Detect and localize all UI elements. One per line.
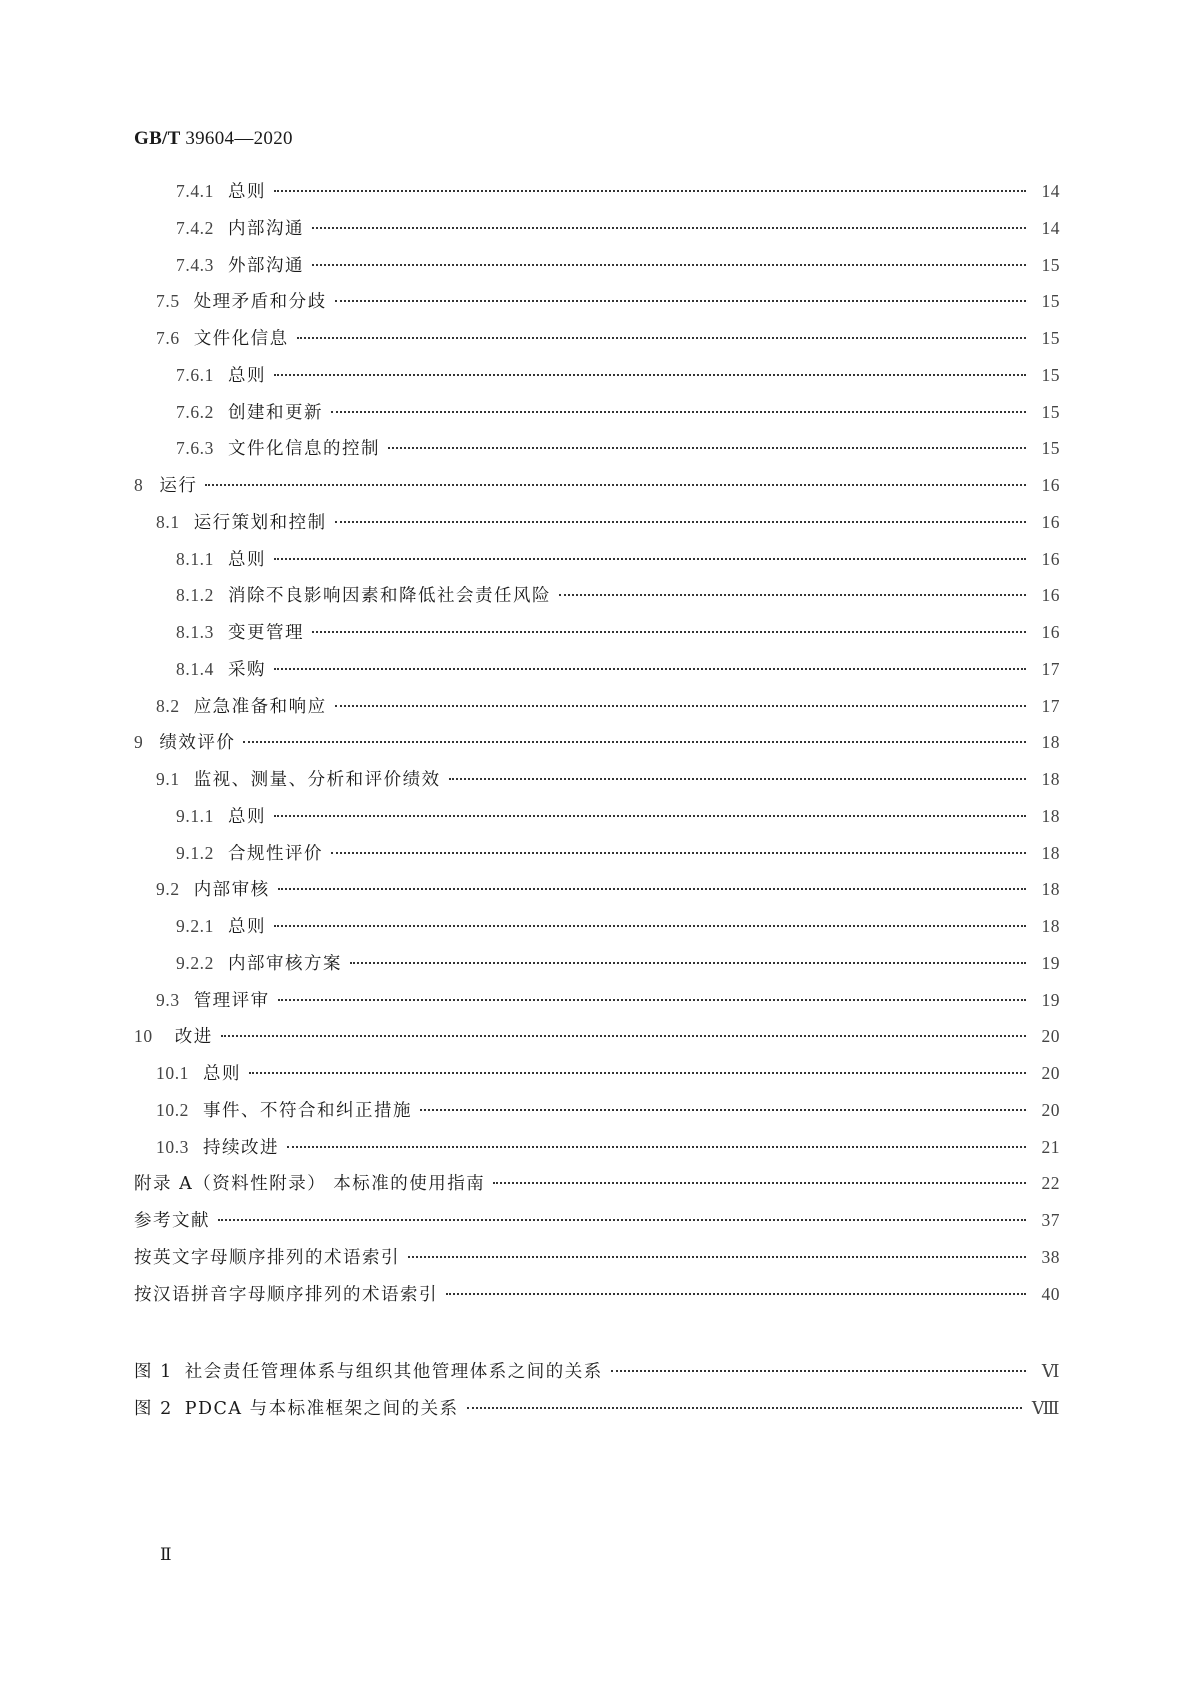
dot-leader: [249, 1072, 1026, 1074]
dot-leader: [493, 1182, 1026, 1184]
toc-entry[interactable]: [134, 619, 1060, 656]
toc-entry-title: 总则: [228, 182, 266, 202]
dot-leader: [274, 558, 1026, 560]
figure-entry[interactable]: [134, 1395, 1060, 1432]
toc-entry-page: 17: [1041, 658, 1060, 679]
toc-entry-title: 变更管理: [228, 623, 304, 643]
toc-entry-title: 处理矛盾和分歧: [193, 292, 327, 313]
toc-entry-page: 38: [1041, 1246, 1060, 1267]
dot-leader: [312, 631, 1026, 633]
dot-leader: [218, 1219, 1026, 1221]
toc-entry-number: 7.5: [156, 291, 180, 312]
page-number: Ⅱ: [160, 1545, 173, 1564]
toc-entry-title: 创建和更新: [228, 402, 323, 423]
dot-leader: [312, 264, 1026, 266]
toc-entry[interactable]: [134, 693, 1060, 730]
toc-entry[interactable]: [134, 1281, 1060, 1318]
figure-label: 图 2: [134, 1398, 173, 1419]
figure-title: PDCA 与本标准框架之间的关系: [184, 1398, 459, 1419]
toc-entry-number: 7.4.3: [176, 254, 214, 275]
dot-leader: [408, 1256, 1026, 1258]
dot-leader: [205, 484, 1026, 486]
dot-leader: [312, 227, 1026, 229]
toc-entry-number: 7.6.1: [176, 364, 214, 385]
toc-entry-page: 18: [1041, 842, 1060, 863]
dot-leader: [335, 521, 1026, 523]
toc-entry-page: 19: [1041, 989, 1060, 1010]
toc-entry-page: 15: [1041, 328, 1060, 348]
toc-entry[interactable]: [134, 178, 1060, 215]
dot-leader: [331, 411, 1026, 413]
toc-entry-title: 采购: [228, 659, 266, 680]
toc-entry-title: 按英文字母顺序排列的术语索引: [134, 1247, 400, 1268]
toc-entry[interactable]: [134, 1170, 1060, 1207]
toc-entry-number: 7.6.2: [176, 401, 214, 422]
toc-entry-title: 运行: [159, 476, 198, 496]
toc-entry[interactable]: [134, 399, 1060, 436]
toc-entry-title: 内部沟通: [228, 218, 304, 239]
toc-entry-page: 15: [1041, 364, 1060, 385]
toc-entry-title: 监视、测量、分析和评价绩效: [193, 770, 441, 790]
toc-entry-page: 14: [1041, 181, 1060, 201]
table-of-contents: [134, 178, 1060, 1317]
toc-entry-page: 14: [1041, 217, 1060, 238]
toc-entry[interactable]: [134, 656, 1060, 693]
toc-entry-number: 9.1: [156, 769, 180, 789]
toc-entry-number: 10: [134, 1026, 153, 1047]
toc-entry[interactable]: [134, 987, 1060, 1024]
toc-entry-title: 绩效评价: [159, 733, 236, 754]
toc-entry-page: 15: [1041, 438, 1060, 459]
toc-entry-number: 9: [134, 732, 144, 753]
dot-leader: [274, 925, 1026, 927]
toc-entry-title: 改进: [174, 1027, 213, 1048]
toc-entry-number: 8.1.4: [176, 658, 214, 679]
toc-entry-page: 21: [1041, 1136, 1060, 1157]
toc-entry-number: 7.4.1: [176, 181, 214, 201]
toc-entry-number: 10.3: [156, 1136, 190, 1157]
toc-entry-page: 15: [1041, 401, 1060, 422]
toc-entry-number: 8.1.1: [176, 548, 214, 569]
toc-entry-page: 37: [1041, 1210, 1060, 1230]
toc-entry-number: 9.2.1: [176, 916, 214, 936]
toc-entry[interactable]: [134, 1244, 1060, 1281]
toc-entry[interactable]: [134, 215, 1060, 252]
toc-entry-title: 运行策划和控制: [193, 512, 327, 533]
dot-leader: [611, 1370, 1026, 1372]
toc-entry-page: 18: [1041, 916, 1060, 936]
toc-entry[interactable]: [134, 1207, 1060, 1244]
toc-entry-number: 8.1: [156, 511, 180, 532]
dot-leader: [274, 374, 1026, 376]
figure-entry[interactable]: [134, 1358, 1060, 1395]
toc-entry-title: 总则: [228, 917, 266, 937]
toc-entry-title: 内部审核方案: [228, 953, 342, 974]
standard-number: 39604—2020: [185, 128, 293, 149]
figure-list: [134, 1358, 1060, 1432]
toc-entry[interactable]: [134, 582, 1060, 619]
toc-entry[interactable]: [134, 950, 1060, 987]
toc-entry[interactable]: [134, 1023, 1060, 1060]
dot-leader: [388, 447, 1026, 449]
dot-leader: [278, 888, 1026, 890]
toc-entry-title: 外部沟通: [228, 255, 304, 276]
toc-entry-title: 持续改进: [203, 1137, 280, 1158]
toc-entry-title: 事件、不符合和纠正措施: [203, 1100, 413, 1121]
toc-entry-page: 16: [1041, 548, 1060, 569]
toc-entry[interactable]: [134, 362, 1060, 399]
toc-entry-page: 18: [1041, 769, 1060, 789]
toc-entry-title: 文件化信息: [193, 329, 289, 349]
figure-page: Ⅵ: [1041, 1361, 1060, 1381]
toc-entry[interactable]: [134, 1134, 1060, 1171]
figure-title: 社会责任管理体系与组织其他管理体系之间的关系: [184, 1362, 603, 1382]
toc-entry-title: 按汉语拼音字母顺序排列的术语索引: [134, 1284, 438, 1305]
standard-prefix: GB/T: [134, 128, 181, 149]
toc-entry[interactable]: [134, 325, 1060, 362]
toc-entry-title: 文件化信息的控制: [228, 439, 380, 460]
toc-entry-page: 15: [1041, 254, 1060, 275]
toc-entry-page: 17: [1041, 695, 1060, 716]
toc-entry-page: 18: [1041, 879, 1060, 900]
dot-leader: [467, 1407, 1022, 1409]
toc-entry-page: 16: [1041, 511, 1060, 532]
toc-entry-title: 总则: [228, 806, 266, 827]
dot-leader: [331, 852, 1026, 854]
toc-entry[interactable]: [134, 1097, 1060, 1134]
toc-entry[interactable]: [134, 435, 1060, 472]
toc-entry-page: 20: [1041, 1099, 1060, 1120]
toc-entry-number: 9.1.1: [176, 805, 214, 826]
toc-entry-title: 应急准备和响应: [193, 696, 327, 717]
toc-entry-title: 附录 A（资料性附录） 本标准的使用指南: [134, 1174, 486, 1195]
toc-entry-number: 7.6: [156, 328, 180, 348]
toc-entry-number: 8.1.3: [176, 622, 214, 642]
toc-entry-page: 40: [1041, 1283, 1060, 1304]
toc-entry-title: 管理评审: [193, 990, 270, 1011]
toc-entry[interactable]: [134, 472, 1060, 509]
toc-entry-number: 10.1: [156, 1063, 190, 1083]
toc-entry-title: 消除不良影响因素和降低社会责任风险: [228, 586, 551, 607]
toc-entry-number: 7.6.3: [176, 438, 214, 459]
toc-entry-number: 9.2: [156, 879, 180, 900]
toc-entry[interactable]: [134, 729, 1060, 766]
toc-entry-page: 16: [1041, 585, 1060, 606]
standard-code: [134, 128, 293, 150]
toc-entry-number: 8.2: [156, 695, 180, 716]
toc-entry[interactable]: [134, 876, 1060, 913]
dot-leader: [274, 190, 1026, 192]
toc-entry-title: 总则: [228, 365, 266, 386]
toc-entry-number: 8.1.2: [176, 585, 214, 606]
toc-entry-number: 9.2.2: [176, 952, 214, 973]
dot-leader: [274, 668, 1026, 670]
toc-entry-page: 16: [1041, 475, 1060, 495]
dot-leader: [221, 1035, 1026, 1037]
toc-entry-page: 16: [1041, 622, 1060, 642]
toc-entry-number: 8: [134, 475, 144, 495]
toc-entry-page: 15: [1041, 291, 1060, 312]
dot-leader: [274, 815, 1026, 817]
toc-entry-title: 参考文献: [134, 1211, 210, 1231]
toc-entry[interactable]: [134, 252, 1060, 289]
toc-entry-title: 内部审核: [193, 880, 270, 901]
toc-entry[interactable]: [134, 1060, 1060, 1097]
toc-entry-title: 总则: [203, 1064, 242, 1084]
toc-entry-page: 18: [1041, 732, 1060, 753]
dot-leader: [297, 337, 1026, 339]
dot-leader: [559, 594, 1026, 596]
toc-entry[interactable]: [134, 766, 1060, 803]
toc-entry[interactable]: [134, 288, 1060, 325]
dot-leader: [449, 778, 1026, 780]
dot-leader: [278, 999, 1026, 1001]
toc-entry[interactable]: [134, 546, 1060, 583]
toc-entry[interactable]: [134, 803, 1060, 840]
dot-leader: [243, 741, 1026, 743]
toc-entry-number: 7.4.2: [176, 217, 214, 238]
toc-entry-page: 19: [1041, 952, 1060, 973]
dot-leader: [287, 1146, 1026, 1148]
figure-page: Ⅷ: [1031, 1397, 1060, 1418]
dot-leader: [446, 1293, 1026, 1295]
toc-entry-page: 20: [1041, 1063, 1060, 1083]
dot-leader: [350, 962, 1026, 964]
toc-entry[interactable]: [134, 913, 1060, 950]
dot-leader: [335, 300, 1026, 302]
figure-label: 图 1: [134, 1362, 173, 1382]
toc-entry-number: 9.3: [156, 989, 180, 1010]
dot-leader: [335, 705, 1026, 707]
toc-entry-number: 10.2: [156, 1099, 190, 1120]
toc-entry-title: 总则: [228, 549, 266, 570]
toc-entry-title: 合规性评价: [228, 843, 323, 864]
toc-entry-page: 18: [1041, 805, 1060, 826]
toc-entry-number: 9.1.2: [176, 842, 214, 863]
toc-entry-page: 20: [1041, 1026, 1060, 1047]
toc-entry[interactable]: [134, 840, 1060, 877]
toc-entry[interactable]: [134, 509, 1060, 546]
toc-entry-page: 22: [1041, 1173, 1060, 1194]
dot-leader: [420, 1109, 1026, 1111]
